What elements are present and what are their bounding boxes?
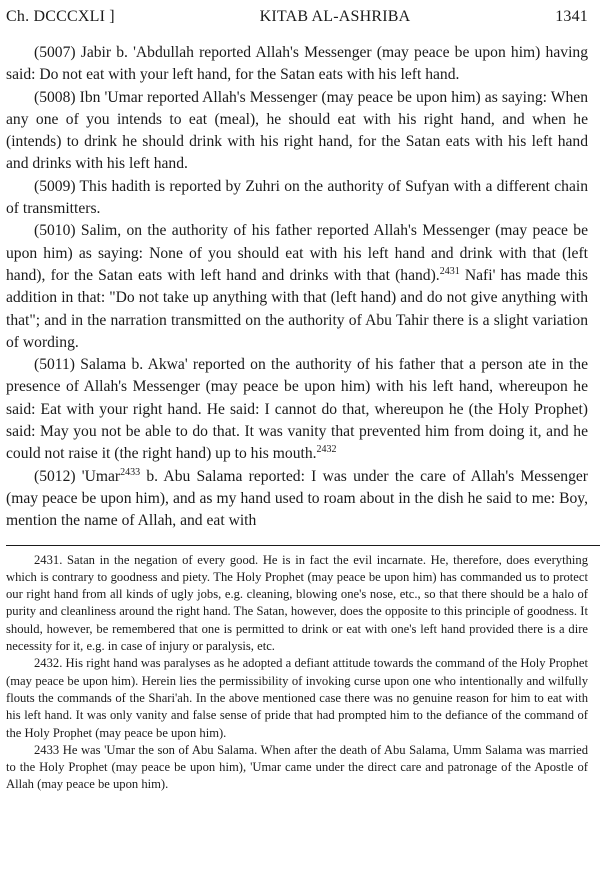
paragraph-text: (5011) Salama b. Akwa' reported on the authority of his father that a person ate in the presence of Allah's Messenger (may peace be upon him) with his left hand, whereupon he said: Eat with your right hand. He said: I cannot do that, whereupon he (the Holy Prophet) said: May you not be able to do that. It was vanity that prevented him from doing it, and he could not raise it (the right hand) up to his mouth. [6, 356, 588, 463]
footnote-ref: 2432 [316, 444, 337, 456]
footnote: 2432. His right hand was paralyses as he adopted a defiant attitude towards the command of the Holy Prophet (may peace be upon him). Herein lies the permissibility of invoking curse upon one who intentionally and wilfully flouts the commands of the Shari'ah. In the above mentioned case there was no genuine reason for him to eat with his left hand. It was only vanity and false sense of pride that had prompted him to the defiance of the command of the Holy Prophet (may peace be upon him). [6, 656, 588, 740]
footnote: 2433 He was 'Umar the son of Abu Salama. When after the death of Abu Salama, Umm Salama was married to the Holy Prophet (may peace be upon him), 'Umar came under the direct care and patronage of the Apostle of Allah (may peace be upon him). [6, 742, 588, 792]
paragraph-text: (5012) 'Umar [34, 467, 121, 485]
paragraph-text: b. Abu Salama reported: I was under the care of Allah's Messenger (may peace be upon him), and as my hand used to roam about in the dish he said to me: Boy, mention the name of Allah, and eat with [6, 467, 588, 530]
hadith-paragraph: (5009) This hadith is reported by Zuhri on the authority of Sufyan with a different chain of transmitters. [6, 177, 588, 218]
hadith-paragraph [6, 354, 588, 465]
hadith-paragraph [6, 220, 588, 354]
footnote-ref: 2433 [120, 466, 141, 478]
footnote-ref: 2431 [439, 265, 460, 277]
footnote: 2431. Satan in the negation of every good. He is in fact the evil incarnate. He, therefore, does everything which is contrary to goodness and piety. The Holy Prophet (may peace be upon him) has commanded us to protect our right hand from all kinds of ugly jobs, e.g. cleaning, blowing one's nose, etc., so that there should be a halo of purity and cleanliness around the right hand. The Satan, however, does the opposite to this principle of goodness. It should, however, be remembered that one is permitted to drink or eat with one's left hand provided there is a dire necessity for it, e.g. in case of injury or paralysis, etc. [6, 552, 588, 654]
footnotes [6, 552, 588, 794]
main-text [6, 42, 588, 533]
hadith-paragraph: (5008) Ibn 'Umar reported Allah's Messenger (may peace be upon him) as saying: When any one of you intends to eat (meal), he should eat with his right hand, and when he (intends) to drink he should drink with his right hand, for the Satan eats with his left hand and drinks with his left hand. [6, 88, 588, 173]
running-header [6, 6, 588, 28]
paragraph-text: (5010) Salim, on the authority of his father reported Allah's Messenger (may peace be upon him) as saying: None of you should eat with his left hand and drink with that (left hand), for the Satan eats with left hand and drinks with that (hand). [6, 222, 588, 284]
paragraph-text: Nafi' has made this addition in that: "Do not take up anything with that (left hand) and do not give anything with that"; and in the narration transmitted on the authority of Abu Tahir there is a slight variation of wording. [6, 266, 589, 351]
book-title: KITAB AL-ASHRIBA [259, 8, 411, 25]
hadith-paragraph: (5007) Jabir b. 'Abdullah reported Allah's Messenger (may peace be upon him) having said: Do not eat with your left hand, for the Satan eats with his left hand. [6, 44, 588, 84]
hadith-paragraph [6, 466, 588, 533]
footnote-divider [6, 545, 600, 546]
page-number: 1341 [555, 8, 588, 25]
chapter-label: Ch. DCCCXLI ] [6, 8, 115, 25]
